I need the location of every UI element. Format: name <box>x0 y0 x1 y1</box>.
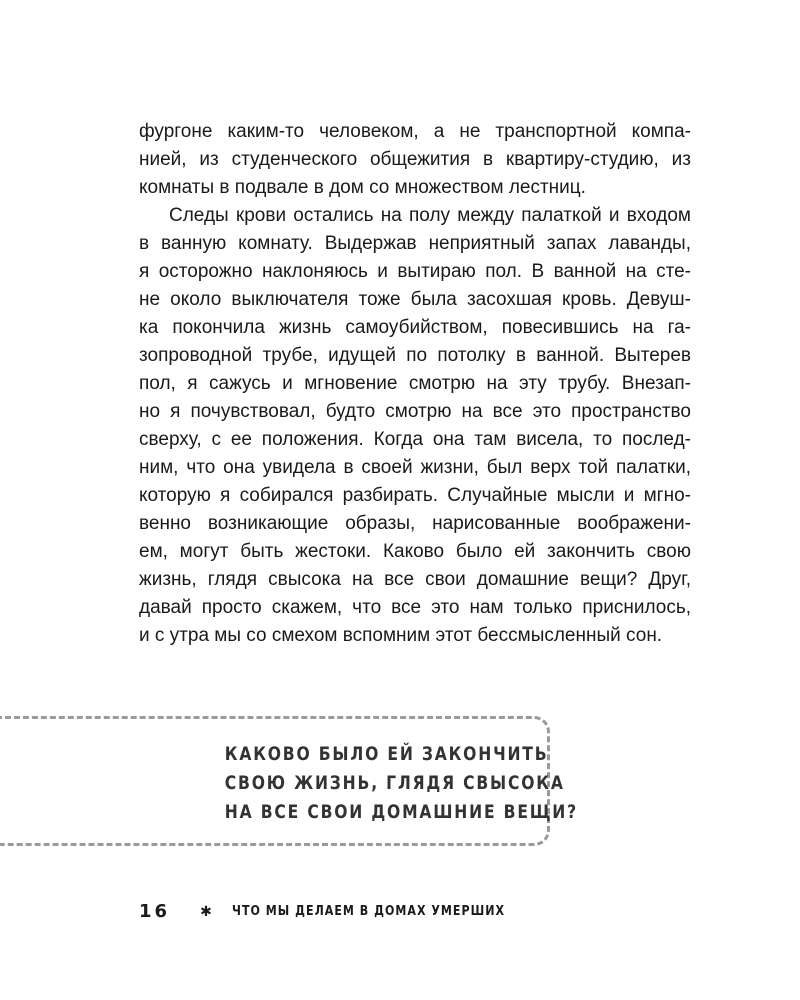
asterisk-icon: ✱ <box>200 903 212 919</box>
text-line: которую я собирался разбирать. Случайные мысли и мгно- <box>139 485 691 506</box>
text-line: и с утра мы со смехом вспомним этот бессмысленный сон. <box>139 625 663 646</box>
page-number: 16 <box>139 900 171 922</box>
text-line: Следы крови остались на полу между палаткой и входом <box>169 205 691 226</box>
text-line: но я почувствовал, будто смотрю на все это пространство <box>139 401 691 422</box>
text-line: не около выключателя тоже была засохшая кровь. Девуш- <box>139 289 691 310</box>
text-line: давай просто скажем, что все это нам только приснилось, <box>139 597 691 618</box>
text-line: жизнь, глядя свысока на все свои домашние вещи? Друг, <box>139 569 691 590</box>
page-footer <box>139 900 553 922</box>
text-line: нией, из студенческого общежития в квартиру-студию, из <box>139 149 691 170</box>
text-line: сверху, с ее положения. Когда она там висела, то послед- <box>139 429 691 450</box>
pullquote <box>160 740 578 827</box>
text-line: комнаты в подвале в дом со множеством лестниц. <box>139 177 586 198</box>
text-line: я осторожно наклоняюсь и вытираю пол. В ванной на сте- <box>139 261 691 282</box>
text-line: фургоне каким-то человеком, а не транспортной компа- <box>139 121 691 142</box>
running-title: ЧТО МЫ ДЕЛАЕМ В ДОМАХ УМЕРШИХ <box>231 903 505 919</box>
body-text <box>139 118 691 650</box>
pullquote-line: КАКОВО БЫЛО ЕЙ ЗАКОНЧИТЬ <box>224 743 549 765</box>
pullquote-line: НА ВСЕ СВОИ ДОМАШНИЕ ВЕЩИ? <box>224 801 578 823</box>
text-line: пол, я сажусь и мгновение смотрю на эту трубу. Внезап- <box>139 373 691 394</box>
text-line: ка покончила жизнь самоубийством, повесившись на га- <box>139 317 691 338</box>
pullquote-line: СВОЮ ЖИЗНЬ, ГЛЯДЯ СВЫСОКА <box>224 772 565 794</box>
text-line: в ванную комнату. Выдержав неприятный запах лаванды, <box>139 233 691 254</box>
text-line: венно возникающие образы, нарисованные воображени- <box>139 513 691 534</box>
text-line: зопроводной трубе, идущей по потолку в ванной. Вытерев <box>139 345 691 366</box>
text-line: ем, могут быть жестоки. Каково было ей закончить свою <box>139 541 691 562</box>
text-line: ним, что она увидела в своей жизни, был верх той палатки, <box>139 457 691 478</box>
